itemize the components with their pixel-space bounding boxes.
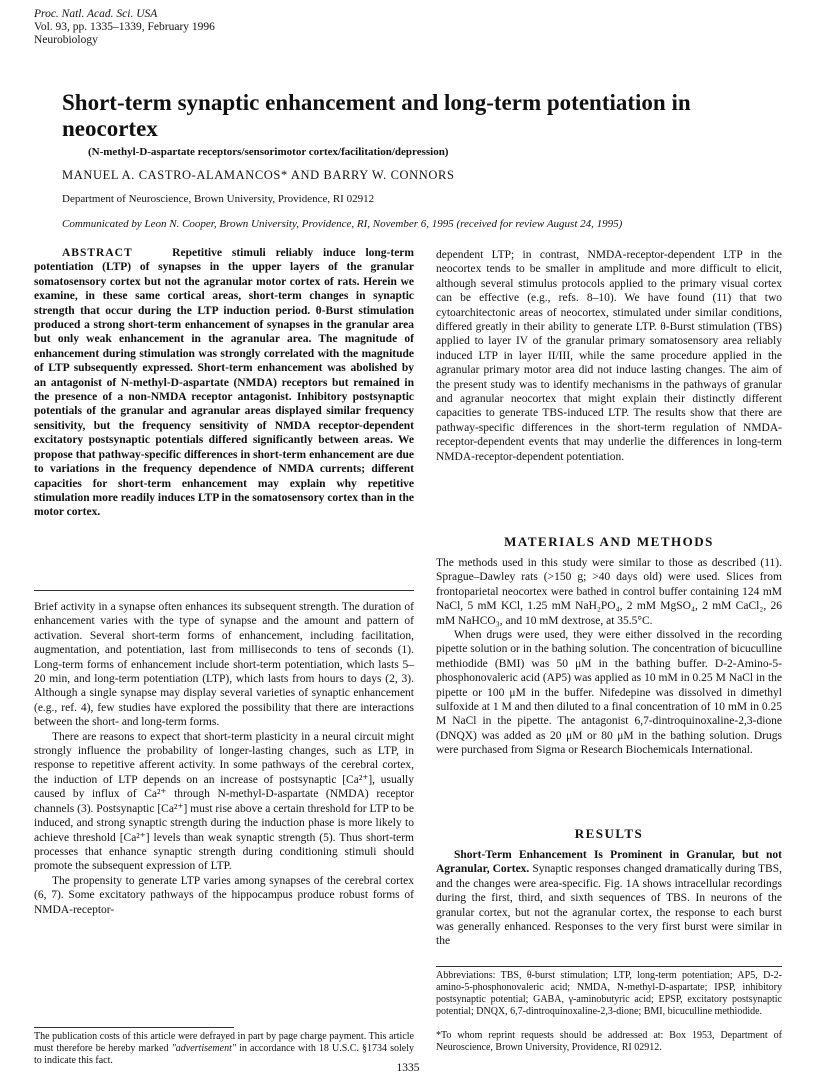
- intro-paragraph-2: There are reasons to expect that short-term plasticity in a neural circuit might strongly influence the probability of longer-lasting changes, such as LTP, in response to repetitive afferent activity. In some pathways of the cerebral cortex, the induction of LTP depends on an increase of postsynaptic [Ca²⁺], usually caused by influx of Ca²⁺ through N-methyl-D-aspartate (NMDA) receptor channels (3). Postsynaptic [Ca²⁺] must rise above a certain threshold for LTP to be induced, and strong synaptic strength during the induction phase is more likely to achieve threshold [Ca²⁺] levels than weak synaptic strength (5). Thus short-term processes that enhance synaptic strength during conditioning stimuli should promote the subsequent expression of LTP.: [34, 730, 414, 873]
- footnote-divider: [34, 1027, 234, 1028]
- footnote-text-2: in accordance with 18 U.S.C. §1734 solely to indicate this fact.: [34, 1043, 415, 1066]
- methods-heading: MATERIALS AND METHODS: [504, 534, 714, 549]
- abstract-text: Repetitive stimuli reliably induce long-term potentiation (LTP) of synapses in the upper layers of the granular somatosensory cortex but not the agranular motor cortex of rats. Herein we examine, in these same cortical areas, short-term changes in synaptic strength that occur during the LTP induction period. θ-Burst stimulation produced a strong short-term enhancement of synapses in the granular area but only weak enhancement in the agranular area. The magnitude of enhancement during stimulation was strongly correlated with the magnitude of LTP subsequently expressed. Short-term enhancement was abolished by an antagonist of N-methyl-D-aspartate (NMDA) receptors but remained in the presence of a non-NMDA receptor antagonist. Inhibitory postsynaptic potentials of the granular and agranular areas displayed similar frequency sensitivity, but the frequency sensitivity of NMDA receptor-dependent excitatory postsynaptic potentials differed significantly between areas. We propose that pathway-specific differences in short-term enhancement are due to variations in the frequency dependence of NMDA currents; different capacities for short-term enhancement may explain why repetitive stimulation more readily induces LTP in the somatosensory cortex than in the motor cortex.: [34, 247, 414, 519]
- results-paragraph-1: [436, 848, 782, 949]
- journal-header: [34, 8, 215, 47]
- introduction: [34, 600, 414, 917]
- intro-continued: dependent LTP; in contrast, NMDA-receptor-dependent LTP in the neocortex tends to be smaller in amplitude and more difficult to elicit, although several stimulus protocols applied to the primary visual cortex can be effective (e.g., refs. 8–10). We have found (11) that two cytoarchitectonic areas of neocortex, stimulated under similar conditions, differed greatly in their ability to generate LTP. θ-Burst stimulation (TBS) applied to layer IV of the granular primary somatosensory area reliably induced LTP in layer II/III, while the same procedure applied in the agranular primary motor area did not induce lasting changes. The aim of the present study was to identify mechanisms in the pathways of granular and agranular neocortex that might explain their distinctly different capacities to generate TBS-induced LTP. The results show that there are pathway-specific differences in the short-term regulation of NMDA-receptor-dependent events that may underlie the differences in long-term NMDA-receptor-dependent potentiation.: [436, 249, 782, 463]
- abstract: [34, 246, 414, 520]
- methods-paragraph-1: The methods used in this study were similar to those as described (11). Sprague–Dawley rats (>150 g; >40 days old) were used. Slices from frontoparietal neocortex were bathed in control buffer containing 124 mM NaCl, 5 mM KCl, 1.25 mM NaH₂PO₄, 2 mM MgSO₄, 2 mM CaCl₂, 26 mM NaHCO₃, and 10 mM dextrose, at 35.5°C.: [436, 557, 782, 627]
- abbreviations: Abbreviations: TBS, θ-burst stimulation; LTP, long-term potentiation; AP5, D-2-amino-5-phosphonovaleric acid; NMDA, N-methyl-D-aspartate; IPSP, inhibitory postsynaptic potential; GABA, γ-aminobutyric acid; EPSP, excitatory postsynaptic potential; DNQX, 6,7-dintroquinoxaline-2,3-dione; BMI, bicuculline methiodide.: [436, 970, 782, 1017]
- reprint-note: *To whom reprint requests should be addressed at: Box 1953, Department of Neuroscience, Brown University, Providence, RI 02912.: [436, 1030, 782, 1053]
- footnote-text-1: The publication costs of this article were defrayed in part by page charge payment. This article must therefore be hereby marked: [34, 1031, 414, 1054]
- journal-name: Proc. Natl. Acad. Sci. USA: [34, 8, 158, 20]
- intro-paragraph-1: Brief activity in a synapse often enhances its subsequent strength. The duration of enhancement varies with the type of synapse and the amount and pattern of activation. Several short-term forms of enhancement, including facilitation, augmentation, and potentiation, last from milliseconds to tens of seconds (1). Long-term forms of enhancement include short-term potentiation, which lasts 5–20 min, and long-term potentiation (LTP), which lasts from hours to days (2, 3). Although a single synapse may display several varieties of synaptic enhancement (e.g., ref. 4), few studies have explored the possibility that there are interactions between the short- and long-term forms.: [34, 601, 414, 729]
- results-heading: RESULTS: [574, 826, 644, 841]
- affiliation: Department of Neuroscience, Brown University, Providence, RI 02912: [62, 193, 375, 205]
- abstract-label: ABSTRACT: [62, 247, 133, 259]
- keywords: (N-methyl-D-aspartate receptors/sensorimotor cortex/facilitation/depression): [88, 146, 449, 158]
- results-subheading: Short-Term Enhancement Is Prominent in Granular, but not Agranular, Cortex.: [436, 849, 782, 876]
- abstract-divider: [34, 590, 414, 591]
- methods-paragraph-2: When drugs were used, they were either dissolved in the recording pipette solution or in the bathing solution. The concentration of bicuculline methiodide (BMI) was 50 μM in the bathing buffer. D-2-Amino-5-phosphonovaleric acid (AP5) was applied as 10 mM in 0.25 M NaCl in the pipette or 100 μM in the buffer. Nifedepine was dissolved in dimethyl sulfoxide at 1 M and then diluted to a final concentration of 10 mM in 0.25 M NaCl in the pipette. The antagonist 6,7-dintroquinoxaline-2,3-dione (DNQX) was added as 20 μM or 80 μM in the bathing solution. Drugs were purchased from Sigma or Research Biochemicals International.: [436, 629, 782, 757]
- results-text: Synaptic responses changed dramatically during TBS, and the changes were area-specific. Fig. 1A shows intracellular recordings during the first, third, and sixth sequences of TBS. In neurons of the granular cortex, but not the agranular cortex, the response to each burst was generally enhanced. Responses to the very first burst were similar in the: [436, 863, 782, 948]
- communicated-by: Communicated by Leon N. Cooper, Brown University, Providence, RI, November 6, 1995 (received for review August 24, 1995): [62, 218, 623, 230]
- footnote-advertisement: "advertisement": [171, 1043, 237, 1054]
- intro-paragraph-3: The propensity to generate LTP varies among synapses of the cerebral cortex (6, 7). Some excitatory pathways of the hippocampus produce robust forms of NMDA-receptor-: [34, 874, 414, 916]
- authors: MANUEL A. CASTRO-ALAMANCOS* AND BARRY W. CONNORS: [62, 168, 455, 182]
- page-number: 1335: [396, 1062, 420, 1074]
- article-title: Short-term synaptic enhancement and long-term potentiation in neocortex: [62, 90, 691, 141]
- methods-section: [436, 556, 782, 758]
- journal-section: Neurobiology: [34, 34, 98, 46]
- journal-volume: Vol. 93, pp. 1335–1339, February 1996: [34, 21, 215, 33]
- abbreviations-divider: [436, 966, 782, 967]
